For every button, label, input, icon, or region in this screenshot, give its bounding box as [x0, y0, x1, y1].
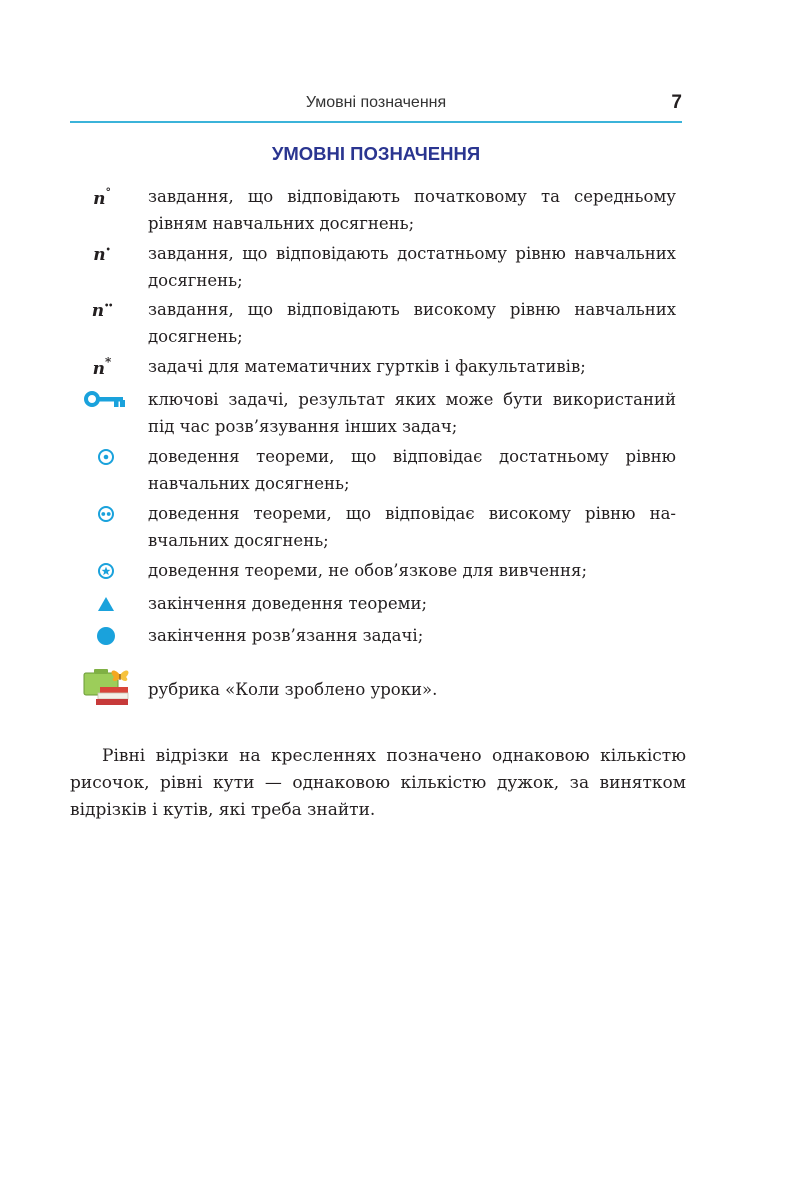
page-header [70, 93, 682, 123]
circle-two-dots-icon [70, 500, 142, 528]
legend-text: доведення теореми, що відповідає високому рівню навчальних досягнень; [148, 504, 676, 550]
circle-dot-icon [70, 443, 142, 471]
triangle-icon [70, 590, 142, 618]
legend-text: ключові задачі, результат яких може бути використаний під час розв’язування інших задач; [148, 390, 676, 436]
legend-text: рубрика «Коли зроблено уроки». [148, 680, 438, 699]
legend-text: завдання, що відповідають початковому та середньому рівням навчальних досягнень; [148, 187, 676, 233]
legend-text: завдання, що відповідають високому рівню навчальних досягнень; [148, 300, 676, 346]
n-dot-symbol: n• [93, 243, 111, 265]
legend-text: закінчення розв’язання задачі; [148, 626, 424, 645]
key-icon [70, 386, 142, 414]
page-number: 7 [671, 92, 682, 113]
legend-text: закінчення доведення теореми; [148, 594, 428, 613]
note-paragraph: Рівні відрізки на кресленнях позначено однаковою кількістю рисочок, рівні кути — однаковою кількістю дужок, за винятком відрізків і кутів, які треба знайти. [70, 746, 686, 820]
legend-text: задачі для математичних гуртків і факультативів; [148, 357, 586, 376]
books-butterfly-icon [70, 662, 142, 710]
circle-star-icon [70, 557, 142, 585]
n-two-dots-symbol: n•• [91, 299, 113, 321]
legend-text: доведення теореми, що відповідає достатньому рівню навчальних досягнень; [148, 447, 676, 493]
n-star-symbol: n* [92, 355, 112, 379]
header-title: Умовні позначення [305, 94, 447, 111]
n-degree-symbol: n° [93, 185, 111, 209]
legend-text: завдання, що відповідають достатньому рівню навчальних досягнень; [148, 244, 676, 290]
filled-circle-icon [70, 622, 142, 650]
section-title: УМОВНІ ПОЗНАЧЕННЯ [271, 143, 481, 164]
legend-text: доведення теореми, не обов’язкове для вивчення; [148, 561, 587, 580]
